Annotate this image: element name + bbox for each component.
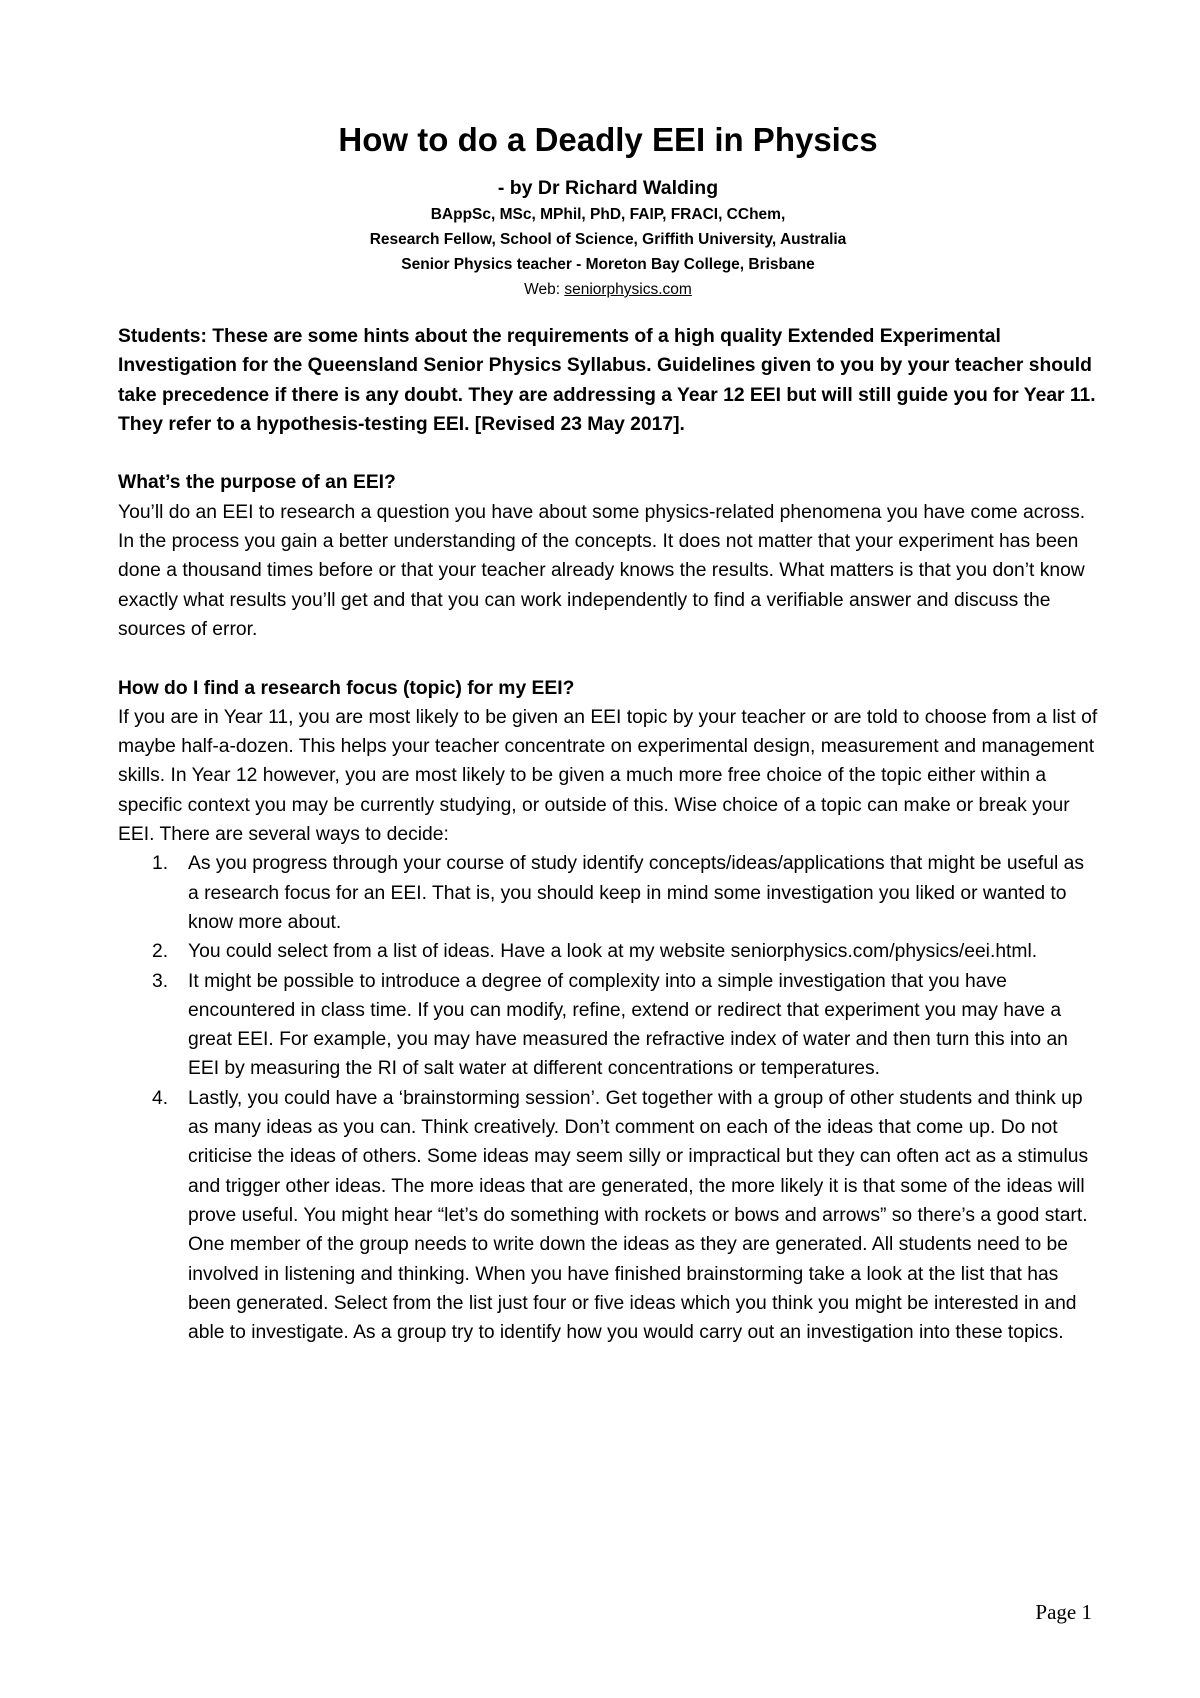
list-number: 1. [152, 853, 169, 875]
ideas-list [118, 849, 1098, 1347]
list-item-text: Lastly, you could have a ‘brainstorming session’. Get together with a group of other students and think up as many ideas as you can. Think creatively. Don’t comment on each of the ideas that come up. Do not criticise the ideas of others. Some ideas may seem silly or impractical but they can often act as a stimulus and trigger other ideas. The more ideas that are generated, the more likely it is that some of the ideas will prove useful. You might hear “let’s do something with rockets or bows and arrows” so there’s a good start. One member of the group needs to write down the ideas as they are generated. All students need to be involved in listening and thinking. When you have finished brainstorming take a look at the list that has been generated. Select from the list just four or five ideas which you think you might be interested in and able to investigate. As a group try to identify how you would carry out an investigation into these topics. [188, 1087, 1089, 1344]
page-title: How to do a Deadly EEI in Physics [338, 121, 878, 158]
list-item-text: It might be possible to introduce a degree of complexity into a simple investigation that you have encountered in class time. If you can modify, refine, extend or redirect that experiment you may have a great EEI. For example, you may have measured the refractive index of water and then turn this into an EEI by measuring the RI of salt water at different concentrations or temperatures. [188, 970, 1068, 1080]
focus-paragraph: If you are in Year 11, you are most likely to be given an EEI topic by your teacher or are told to choose from a list of maybe half-a-dozen. This helps your teacher concentrate on experimental design, measurement and management skills. In Year 12 however, you are most likely to be given a much more free choice of the topic either within a specific context you may be currently studying, or outside of this. Wise choice of a topic can make or break your EEI. There are several ways to decide: [118, 706, 1098, 846]
author-byline: - by Dr Richard Walding [497, 177, 719, 199]
author-affiliation: Research Fellow, School of Science, Griffith University, Australia [369, 231, 847, 248]
list-item [118, 967, 1098, 1084]
page-number: Page 1 [1035, 1600, 1092, 1624]
list-item [118, 937, 1098, 966]
web-label: Web: [524, 281, 565, 298]
list-item-text: As you progress through your course of study identify concepts/ideas/applications that might be useful as a research focus for an EEI. That is, you should keep in mind some investigation you liked or wanted to know more about. [188, 853, 1085, 933]
focus-heading: How do I find a research focus (topic) for my EEI? [118, 677, 575, 699]
website-link[interactable]: seniorphysics.com [564, 281, 692, 298]
author-web [118, 277, 1098, 302]
purpose-paragraph: You’ll do an EEI to research a question you have about some physics-related phenomena you have come across. In the process you gain a better understanding of the concepts. It does not matter that your experiment has been done a thousand times before or that your teacher already knows the results. What matters is that you don’t know exactly what results you’ll get and that you can work independently to find a verifiable answer and discuss the sources of error. [118, 501, 1086, 640]
list-item-text: You could select from a list of ideas. Have a look at my website seniorphysics.com/physics/eei.html. [188, 941, 1038, 963]
author-credentials: BAppSc, MSc, MPhil, PhD, FAIP, FRACI, CChem, [430, 206, 786, 223]
list-item [118, 1084, 1098, 1348]
author-position: Senior Physics teacher - Moreton Bay College, Brisbane [401, 256, 815, 273]
page-content [118, 118, 1098, 1347]
list-number: 3. [152, 970, 169, 992]
list-item [118, 849, 1098, 937]
list-number: 4. [152, 1087, 169, 1109]
intro-paragraph: Students: These are some hints about the requirements of a high quality Extended Experimental Investigation for the Queensland Senior Physics Syllabus. Guidelines given to you by your teacher should take precedence if there is any doubt. They are addressing a Year 12 EEI but will still guide you for Year 11. They refer to a hypothesis-testing EEI. [Revised 23 May 2017]. [118, 326, 1096, 435]
purpose-heading: What’s the purpose of an EEI? [118, 472, 396, 494]
list-number: 2. [152, 941, 169, 963]
